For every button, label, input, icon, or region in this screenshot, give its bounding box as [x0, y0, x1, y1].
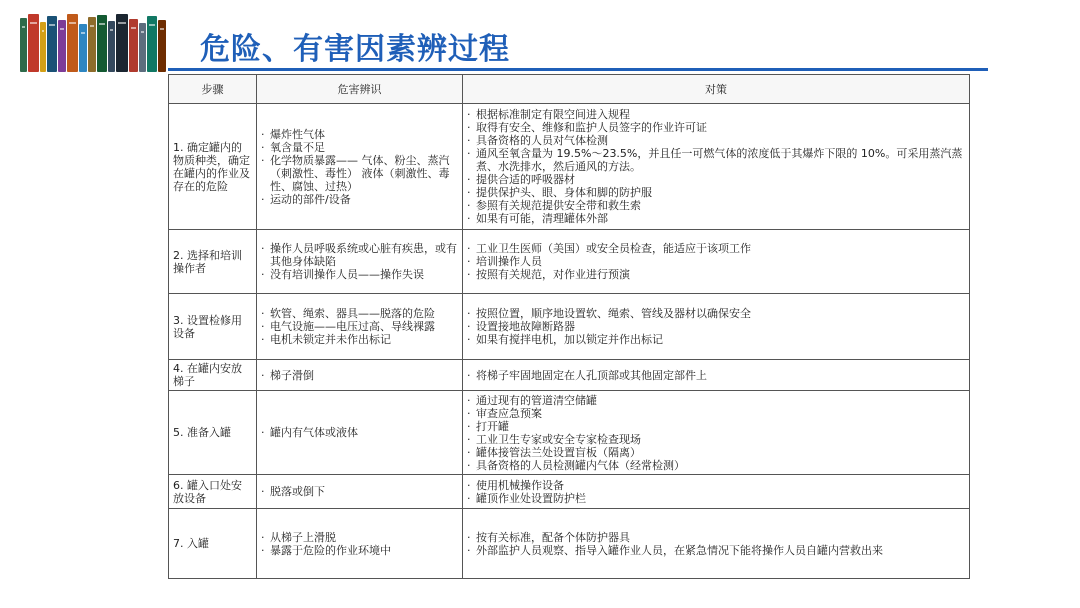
hazard-item: · 没有培训操作人员——操作失误	[261, 268, 458, 281]
book-spine	[97, 15, 106, 72]
measure-item: · 按照有关规范，对作业进行预演	[467, 268, 965, 281]
measure-item: · 提供合适的呼吸器材	[467, 173, 965, 186]
hazard-item: · 暴露于危险的作业环境中	[261, 544, 458, 557]
measure-list	[467, 479, 965, 505]
table-row	[169, 391, 970, 475]
hazard-list	[261, 307, 458, 346]
measure-cell	[463, 104, 970, 230]
step-cell: 5. 准备入罐	[169, 391, 257, 475]
book-spine	[20, 18, 27, 72]
measure-item: · 按有关标准，配备个体防护器具	[467, 531, 965, 544]
book-spine	[47, 16, 56, 72]
measure-item: · 具备资格的人员检测罐内气体（经常检测）	[467, 459, 965, 472]
measure-item: · 将梯子牢固地固定在人孔顶部或其他固定部件上	[467, 369, 965, 382]
hazard-list	[261, 531, 458, 557]
book-spine	[58, 20, 66, 72]
table-row	[169, 509, 970, 579]
table-row	[169, 104, 970, 230]
book-spine	[158, 20, 166, 72]
measure-item: · 罐顶作业处设置防护栏	[467, 492, 965, 505]
table-row	[169, 294, 970, 360]
step-cell: 4. 在罐内安放梯子	[169, 360, 257, 391]
measure-cell	[463, 391, 970, 475]
book-spine	[139, 23, 146, 72]
measure-list	[467, 108, 965, 225]
book-spine	[129, 19, 137, 72]
measure-item: · 打开罐	[467, 420, 965, 433]
hazard-cell	[257, 104, 463, 230]
hazard-list	[261, 369, 458, 382]
measure-cell	[463, 360, 970, 391]
step-cell: 6. 罐入口处安放设备	[169, 475, 257, 509]
step-cell: 2. 选择和培训操作者	[169, 230, 257, 294]
measure-cell	[463, 475, 970, 509]
book-spine	[40, 22, 47, 72]
hazard-cell	[257, 294, 463, 360]
measure-list	[467, 242, 965, 281]
measure-item: · 通过现有的管道清空储罐	[467, 394, 965, 407]
hazard-item: · 从梯子上滑脱	[261, 531, 458, 544]
books-logo	[20, 14, 166, 72]
book-spine	[108, 21, 115, 72]
measure-item: · 培训操作人员	[467, 255, 965, 268]
header-step: 步骤	[169, 75, 257, 104]
book-spine	[116, 14, 128, 72]
measure-list	[467, 531, 965, 557]
measure-item: · 工业卫生专家或安全专家检查现场	[467, 433, 965, 446]
measure-item: · 审查应急预案	[467, 407, 965, 420]
hazard-cell	[257, 360, 463, 391]
hazard-item: · 爆炸性气体	[261, 128, 458, 141]
hazard-item: · 电机未锁定并未作出标记	[261, 333, 458, 346]
measure-item: · 工业卫生医师（美国）或安全员检查，能适应于该项工作	[467, 242, 965, 255]
hazard-list	[261, 128, 458, 206]
measure-item: · 罐体接管法兰处设置盲板（隔离）	[467, 446, 965, 459]
hazard-item: · 运动的部件/设备	[261, 193, 458, 206]
measure-item: · 如果有可能，清理罐体外部	[467, 212, 965, 225]
table-row	[169, 360, 970, 391]
book-spine	[88, 17, 96, 72]
measure-list	[467, 394, 965, 472]
measure-list	[467, 307, 965, 346]
title-underline	[168, 68, 988, 71]
book-spine	[79, 24, 86, 72]
measure-item: · 取得有安全、维修和监护人员签字的作业许可证	[467, 121, 965, 134]
hazard-item: · 氧含量不足	[261, 141, 458, 154]
hazard-cell	[257, 475, 463, 509]
hazard-item: · 化学物质暴露—— 气体、粉尘、蒸汽（刺激性、毒性） 液体（刺激性、毒性、腐蚀、过热）	[261, 154, 458, 193]
measure-item: · 使用机械操作设备	[467, 479, 965, 492]
measure-item: · 按照位置，顺序地设置软、绳索、管线及器材以确保安全	[467, 307, 965, 320]
hazard-item: · 梯子滑倒	[261, 369, 458, 382]
book-spine	[28, 14, 38, 72]
measure-item: · 具备资格的人员对气体检测	[467, 134, 965, 147]
hazard-item: · 脱落或倒下	[261, 485, 458, 498]
header-measure: 对策	[463, 75, 970, 104]
book-spine	[147, 16, 156, 72]
measure-item: · 通风至氧含量为 19.5%～23.5%，并且任一可燃气体的浓度低于其爆炸下限的 10%。可采用蒸汽蒸煮、水洗排水，然后通风的方法。	[467, 147, 965, 173]
table-header-row	[169, 75, 970, 104]
hazard-item: · 罐内有气体或液体	[261, 426, 458, 439]
table-row	[169, 475, 970, 509]
measure-list	[467, 369, 965, 382]
hazard-list	[261, 242, 458, 281]
hazard-cell	[257, 391, 463, 475]
measure-item: · 外部监护人员观察、指导入罐作业人员，在紧急情况下能将操作人员自罐内营救出来	[467, 544, 965, 557]
hazard-table	[168, 74, 970, 579]
measure-item: · 参照有关规范提供安全带和救生索	[467, 199, 965, 212]
table-row	[169, 230, 970, 294]
step-cell: 1. 确定罐内的物质种类，确定在罐内的作业及存在的危险	[169, 104, 257, 230]
header-hazard: 危害辨识	[257, 75, 463, 104]
hazard-list	[261, 426, 458, 439]
measure-cell	[463, 294, 970, 360]
hazard-item: · 电气设施——电压过高、导线裸露	[261, 320, 458, 333]
hazard-item: · 软管、绳索、器具——脱落的危险	[261, 307, 458, 320]
measure-item: · 提供保护头、眼、身体和脚的防护服	[467, 186, 965, 199]
measure-item: · 设置接地故障断路器	[467, 320, 965, 333]
measure-cell	[463, 509, 970, 579]
measure-item: · 根据标准制定有限空间进入规程	[467, 108, 965, 121]
step-cell: 3. 设置检修用设备	[169, 294, 257, 360]
page-title: 危险、有害因素辨过程	[200, 32, 510, 67]
hazard-item: · 操作人员呼吸系统或心脏有疾患，或有其他身体缺陷	[261, 242, 458, 268]
book-spine	[67, 14, 78, 72]
hazard-cell	[257, 509, 463, 579]
hazard-list	[261, 485, 458, 498]
measure-item: · 如果有搅拌电机，加以锁定并作出标记	[467, 333, 965, 346]
hazard-cell	[257, 230, 463, 294]
measure-cell	[463, 230, 970, 294]
step-cell: 7. 入罐	[169, 509, 257, 579]
